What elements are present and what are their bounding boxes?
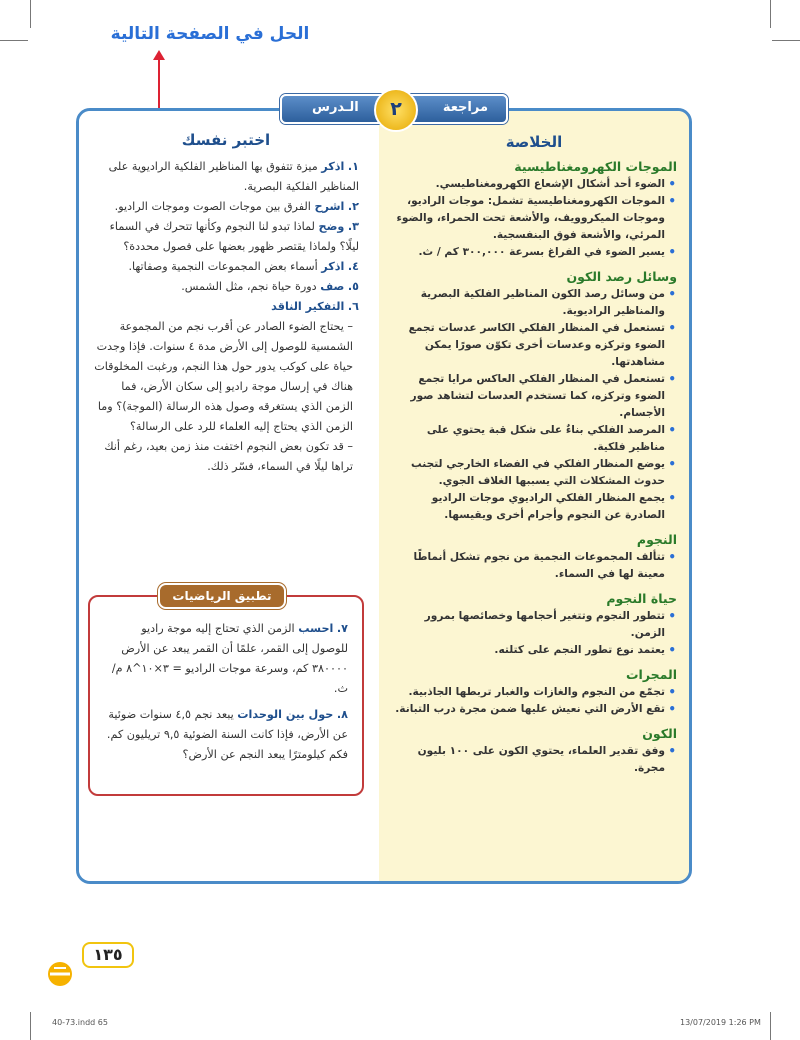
arrow-line [158, 52, 160, 112]
crop-mark [0, 40, 28, 41]
question-item: ٣. وضح لماذا تبدو لنا النجوم وكأنها تتحرك في السماء ليلًا؟ ولماذا يقتصر ظهور بعضها على فصول محددة؟ [109, 220, 359, 253]
list-item: • تجمّع من النجوم والغازات والغبار تربطها الجاذبية. [391, 684, 665, 701]
crop-mark [772, 40, 800, 41]
list-item: • يجمع المنظار الفلكي الراديوي موجات الراديو الصادرة عن النجوم وأجرام أخرى ويقيسها. [391, 490, 665, 524]
lesson-number-badge: ٢ [374, 88, 418, 132]
summary-list [391, 608, 677, 659]
summary-heading: حياة النجوم [606, 591, 677, 606]
self-test-title: اختبر نفسك [181, 131, 271, 149]
banner-review-label: مراجعة [442, 100, 488, 115]
summary-list [391, 176, 677, 261]
math-application-title: تطبيق الرياضيات [158, 583, 286, 609]
banner-lesson-label: الـدرس [312, 100, 359, 115]
question-item: ٧. احسب الزمن الذي تحتاج إليه موجة راديو للوصول إلى القمر، علمًا أن القمر يبعد عن الأرض ٣٨٠٠٠٠ كم، وسرعة موجات الراديو = ٣×١٠^٨ م/ث. [111, 622, 348, 695]
question-item: ٤. اذكر أسماء بعض المجموعات النجمية وصفاتها. [128, 260, 359, 273]
list-item: • يوضع المنظار الفلكي في الفضاء الخارجي لتجنب حدوث المشكلات التي يسببها الغلاف الجوي. [391, 456, 665, 490]
critical-thinking-text: – قد تكون بعض النجوم اختفت منذ زمن بعيد، رغم أنك تراها ليلًا في السماء، فسّر ذلك. [104, 440, 353, 473]
summary-list [391, 549, 677, 583]
question-item: ٦. التفكير الناقد [271, 300, 359, 313]
critical-thinking-text: – يحتاج الضوء الصادر عن أقرب نجم من المجموعة الشمسية للوصول إلى الأرض مدة ٤ سنوات. فإذا وجدت حياة على كوكب يدور حول هذا النجم، ورغبت المخلوقات هناك في إرسال موجة راديو إلى سكان الأرض، فما الزمن الذي يستغرقه وصول هذه الرسالة (الموجة)؟ وما الزمن الذي يحتاج إليه العلماء للرد على الرسالة؟ [94, 320, 353, 433]
list-item: • تقع الأرض التي نعيش عليها ضمن مجرة درب التبانة. [391, 701, 665, 718]
list-item: • تستعمل في المنظار الفلكي العاكس مرايا تجمع الضوء وتركزه، كما تستخدم العدسات لتشاهد صور الأجسام. [391, 371, 665, 422]
question-item: ٢. اشرح الفرق بين موجات الصوت وموجات الراديو. [114, 200, 359, 213]
list-item: • يعتمد نوع تطور النجم على كتلته. [391, 642, 665, 659]
question-item: ٨. حول بين الوحدات يبعد نجم ٤,٥ سنوات ضوئية عن الأرض، فإذا كانت السنة الضوئية ٩,٥ تريليون كم. فكم كيلومترًا يبعد النجم عن الأرض؟ [106, 708, 348, 761]
list-item: • يسير الضوء في الفراغ بسرعة ٣٠٠,٠٠٠ كم / ث. [391, 244, 665, 261]
summary-title: الخلاصة [505, 133, 563, 151]
summary-heading: الموجات الكهرومغناطيسية [514, 159, 677, 174]
self-test-questions [93, 157, 359, 477]
summary-heading: المجرات [626, 667, 677, 682]
list-item: • تتطور النجوم وتتغير أحجامها وخصائصها بمرور الزمن. [391, 608, 665, 642]
list-item: • تتألف المجموعات النجمية من نجوم تشكل أنماطًا معينة لها في السماء. [391, 549, 665, 583]
footer-date: 13/07/2019 1:26 PM [680, 1018, 761, 1027]
list-item: • تستعمل في المنظار الفلكي الكاسر عدسات تجمع الضوء وتركزه وعدسات أخرى تكوّن صورًا يمكن مشاهدتها. [391, 320, 665, 371]
list-item: • من وسائل رصد الكون المناظير الفلكية البصرية والمناظير الراديوية. [391, 286, 665, 320]
lesson-review-banner [280, 94, 508, 124]
summary-list [391, 286, 677, 524]
footer-file: 40-73.indd 65 [52, 1018, 108, 1027]
summary-list [391, 743, 677, 777]
solution-note: الحل في الصفحة التالية [110, 24, 310, 44]
summary-heading: وسائل رصد الكون [566, 269, 677, 284]
question-item: ١. اذكر ميزة تتفوق بها المناظير الفلكية الراديوية على المناظير الفلكية البصرية. [108, 160, 359, 193]
crop-mark [30, 0, 31, 28]
page-number: ١٣٥ [82, 942, 134, 968]
crop-mark [770, 0, 771, 28]
list-item: • وفق تقدير العلماء، يحتوي الكون على ١٠٠ بليون مجرة. [391, 743, 665, 777]
question-item: ٥. صف دورة حياة نجم، مثل الشمس. [181, 280, 359, 293]
summary-list [391, 684, 677, 718]
summary-heading: النجوم [636, 532, 677, 547]
summary-column [379, 111, 689, 881]
publisher-logo-icon [40, 958, 78, 988]
list-item: • الموجات الكهرومغناطيسية تشمل: موجات الراديو، وموجات الميكروويف، والأشعة تحت الحمراء، والضوء المرئي، والأشعة فوق البنفسجية. [391, 193, 665, 244]
math-application-box [88, 595, 364, 796]
list-item: • الضوء أحد أشكال الإشعاع الكهرومغناطيسي. [391, 176, 665, 193]
summary-heading: الكون [642, 726, 677, 741]
list-item: • المرصد الفلكي بناءٌ على شكل قبة يحتوي على مناظير فلكية. [391, 422, 665, 456]
crop-mark [30, 1012, 31, 1040]
crop-mark [770, 1012, 771, 1040]
